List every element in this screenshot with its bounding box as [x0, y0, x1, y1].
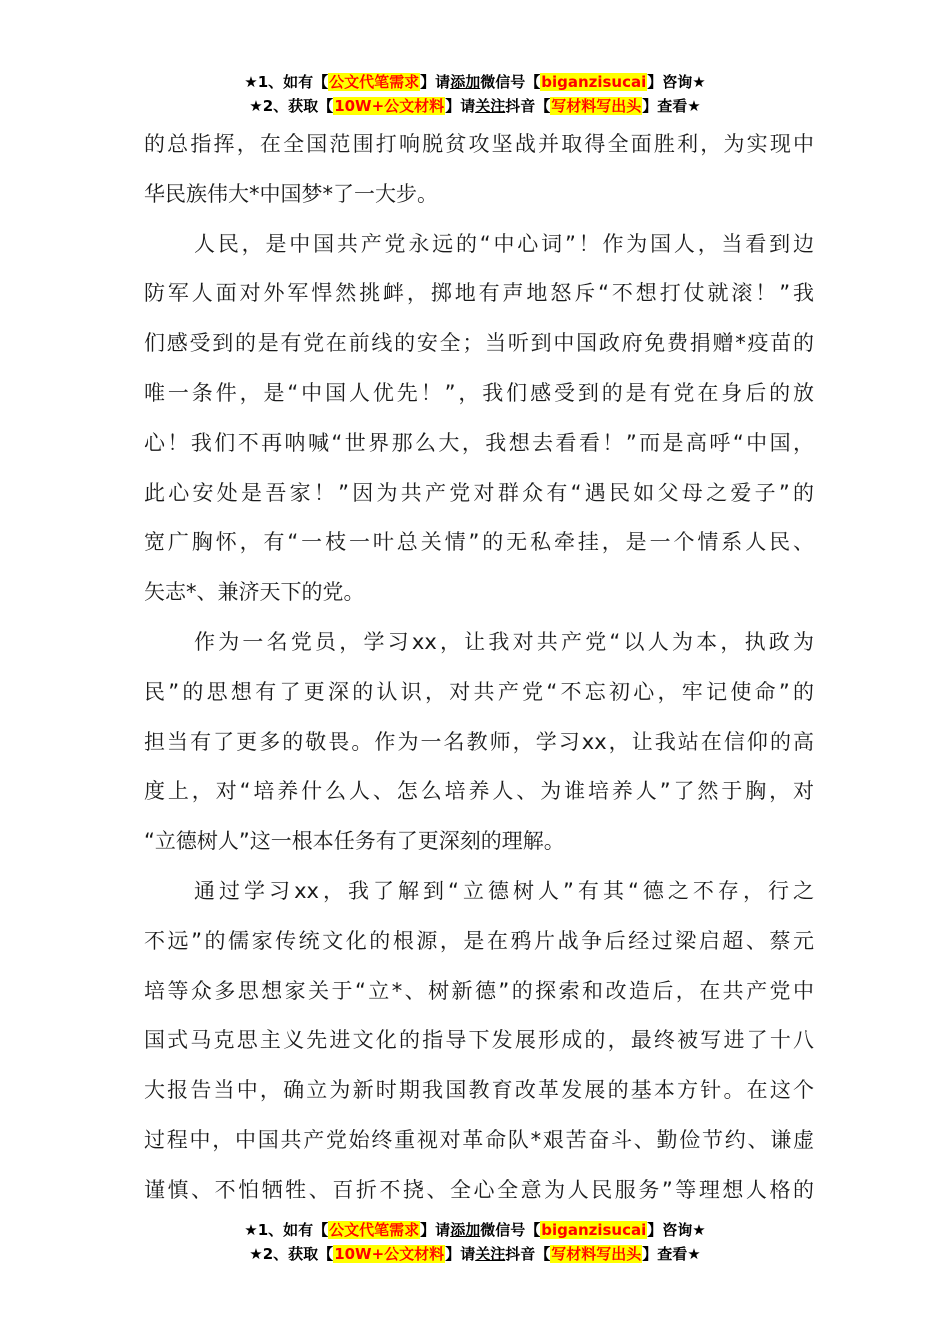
- banner-text: 】请: [445, 1245, 476, 1263]
- banner-douyin-id: 写材料写出头: [551, 1245, 642, 1263]
- footer-banner: [0, 1218, 950, 1266]
- body-line: 过程中，中国共产党始终重视对革命队*艰苦奋斗、勤俭节约、谦虚: [144, 1127, 814, 1152]
- banner-underline: 添加: [450, 73, 481, 91]
- banner-text: ★2、获取【: [249, 97, 334, 115]
- body-line: 通过学习xx，我了解到“立德树人”有其“德之不存，行之: [194, 878, 814, 903]
- banner-highlight: 公文代笔需求: [329, 73, 420, 91]
- banner-text: 】查看★: [642, 1245, 701, 1263]
- banner-text: ★2、获取【: [249, 1245, 334, 1263]
- banner-line-2: [0, 1242, 950, 1266]
- banner-highlight: 公文代笔需求: [329, 1221, 420, 1239]
- header-banner: [0, 70, 950, 118]
- body-line: 谨慎、不怕牺牲、百折不挠、全心全意为人民服务”等理想人格的: [144, 1177, 814, 1202]
- body-line: 唯一条件，是“中国人优先！”，我们感受到的是有党在身后的放: [144, 380, 814, 405]
- body-line: “立德树人”这一根本任务有了更深刻的理解。: [144, 829, 565, 854]
- body-line: 防军人面对外军悍然挑衅，掷地有声地怒斥“不想打仗就滚！”我: [144, 281, 814, 306]
- banner-douyin-id: 写材料写出头: [551, 97, 642, 115]
- banner-text: 微信号【: [480, 73, 541, 91]
- body-line: 作为一名党员，学习xx，让我对共产党“以人为本，执政为: [194, 629, 814, 654]
- body-line: 此心安处是吾家！”因为共产党对群众有“遇民如父母之爱子”的: [144, 480, 814, 505]
- body-line: 人民，是中国共产党永远的“中心词”！作为国人，当看到边: [194, 231, 814, 256]
- banner-line-1: [0, 1218, 950, 1242]
- document-body: [144, 120, 814, 1216]
- banner-text: ★1、如有【: [244, 73, 329, 91]
- body-line: 民”的思想有了更深的认识，对共产党“不忘初心，牢记使命”的: [144, 679, 814, 704]
- body-line: 大报告当中，确立为新时期我国教育改革发展的基本方针。在这个: [144, 1078, 814, 1103]
- banner-highlight: 10W+公文材料: [334, 97, 445, 115]
- body-line: 不远”的儒家传统文化的根源，是在鸦片战争后经过梁启超、蔡元: [144, 928, 814, 953]
- body-line: 度上，对“培养什么人、怎么培养人、为谁培养人”了然于胸，对: [144, 779, 814, 804]
- body-line: 宽广胸怀，有“一枝一叶总关情”的无私牵挂，是一个情系人民、: [144, 530, 814, 555]
- banner-text: 抖音【: [505, 1245, 551, 1263]
- banner-text: 】查看★: [642, 97, 701, 115]
- banner-text: 抖音【: [505, 97, 551, 115]
- banner-text: 】请: [445, 97, 476, 115]
- banner-text: 】请: [420, 1221, 451, 1239]
- banner-text: 微信号【: [480, 1221, 541, 1239]
- banner-underline: 关注: [475, 97, 506, 115]
- banner-line-1: [0, 70, 950, 94]
- body-line: 国式马克思主义先进文化的指导下发展形成的，最终被写进了十八: [144, 1028, 814, 1053]
- body-line: 的总指挥，在全国范围打响脱贫攻坚战并取得全面胜利，为实现中: [144, 132, 814, 156]
- banner-underline: 关注: [475, 1245, 506, 1263]
- banner-text: ★1、如有【: [244, 1221, 329, 1239]
- body-line: 们感受到的是有党在前线的安全；当听到中国政府免费捐赠*疫苗的: [144, 331, 814, 356]
- banner-highlight: 10W+公文材料: [334, 1245, 445, 1263]
- banner-underline: 添加: [450, 1221, 481, 1239]
- body-line: 矢志*、兼济天下的党。: [144, 580, 365, 605]
- body-line: 培等众多思想家关于“立*、树新德”的探索和改造后，在共产党中: [144, 978, 814, 1003]
- banner-text: 】咨询★: [647, 1221, 706, 1239]
- banner-line-2: [0, 94, 950, 118]
- banner-text: 】请: [420, 73, 451, 91]
- banner-wechat-id: biganzisucai: [541, 73, 647, 91]
- banner-text: 】咨询★: [647, 73, 706, 91]
- body-line: 心！我们不再呐喊“世界那么大，我想去看看！”而是高呼“中国，: [144, 430, 814, 455]
- banner-wechat-id: biganzisucai: [541, 1221, 647, 1239]
- body-line: 华民族伟大*中国梦*了一大步。: [144, 181, 438, 206]
- body-line: 担当有了更多的敬畏。作为一名教师，学习xx，让我站在信仰的高: [144, 729, 814, 754]
